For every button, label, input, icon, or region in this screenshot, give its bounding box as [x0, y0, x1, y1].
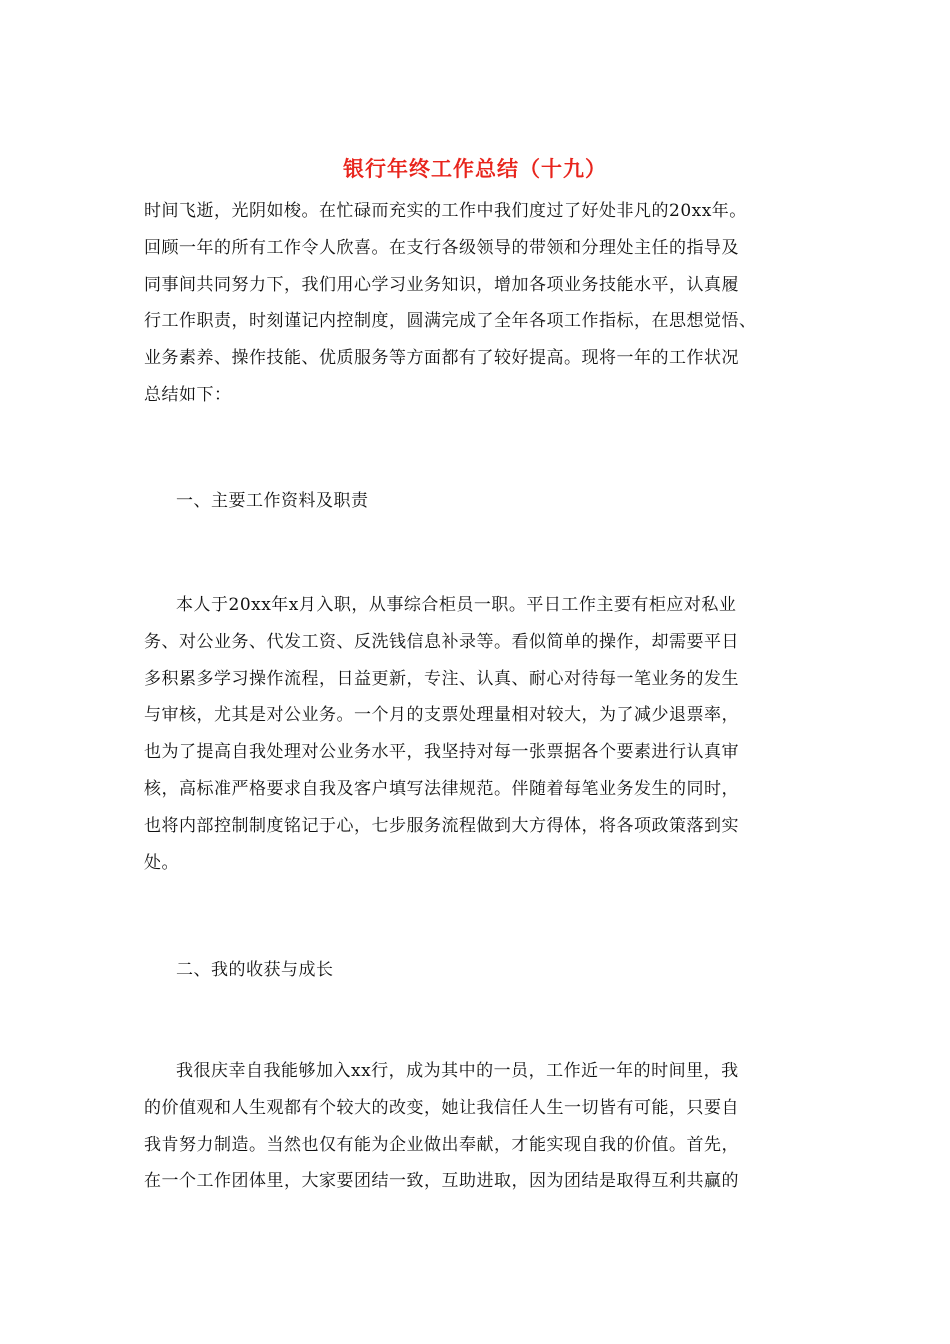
section1-heading: 一、主要工作资料及职责 — [176, 491, 369, 511]
intro-line: 回顾一年的所有工作令人欣喜。在支行各级领导的带领和分理处主任的指导及 — [144, 237, 739, 258]
section2-line: 的价值观和人生观都有个较大的改变，她让我信任人生一切皆有可能，只要自 — [144, 1097, 739, 1118]
document-title: 银行年终工作总结（十九） — [343, 156, 607, 181]
section1-line: 多积累多学习操作流程，日益更新，专注、认真、耐心对待每一笔业务的发生 — [144, 668, 739, 689]
section1-line: 处。 — [144, 852, 179, 873]
section1-line: 也为了提高自我处理对公业务水平，我坚持对每一张票据各个要素进行认真审 — [144, 742, 739, 763]
section1-line: 也将内部控制制度铭记于心，七步服务流程做到大方得体，将各项政策落到实 — [144, 815, 739, 836]
section1-line: 务、对公业务、代发工资、反洗钱信息补录等。看似简单的操作，却需要平日 — [144, 631, 739, 652]
section2-heading: 二、我的收获与成长 — [176, 960, 334, 980]
intro-line: 同事间共同努力下，我们用心学习业务知识，增加各项业务技能水平，认真履 — [144, 274, 739, 295]
section1-line: 与审核，尤其是对公业务。一个月的支票处理量相对较大，为了减少退票率， — [144, 705, 739, 726]
section2-line: 在一个工作团体里，大家要团结一致，互助进取，因为团结是取得互利共赢的 — [144, 1171, 739, 1192]
section2-paragraph — [144, 1053, 804, 1200]
intro-line: 行工作职责，时刻谨记内控制度，圆满完成了全年各项工作指标，在思想觉悟、 — [144, 311, 757, 332]
intro-line: 总结如下： — [144, 384, 232, 405]
intro-line: 时间飞逝，光阴如梭。在忙碌而充实的工作中我们度过了好处非凡的20xx年。 — [144, 201, 747, 221]
section1-line: 本人于20xx年x月入职，从事综合柜员一职。平日工作主要有柜应对私业 — [176, 595, 737, 615]
intro-paragraph — [144, 193, 804, 414]
section2-line: 我肯努力制造。当然也仅有能为企业做出奉献，才能实现自我的价值。首先， — [144, 1134, 739, 1155]
section1-paragraph — [144, 587, 804, 881]
intro-line: 业务素养、操作技能、优质服务等方面都有了较好提高。现将一年的工作状况 — [144, 348, 739, 369]
section1-line: 核，高标准严格要求自我及客户填写法律规范。伴随着每笔业务发生的同时， — [144, 778, 739, 799]
section2-line: 我很庆幸自我能够加入xx行，成为其中的一员，工作近一年的时间里，我 — [176, 1061, 739, 1081]
